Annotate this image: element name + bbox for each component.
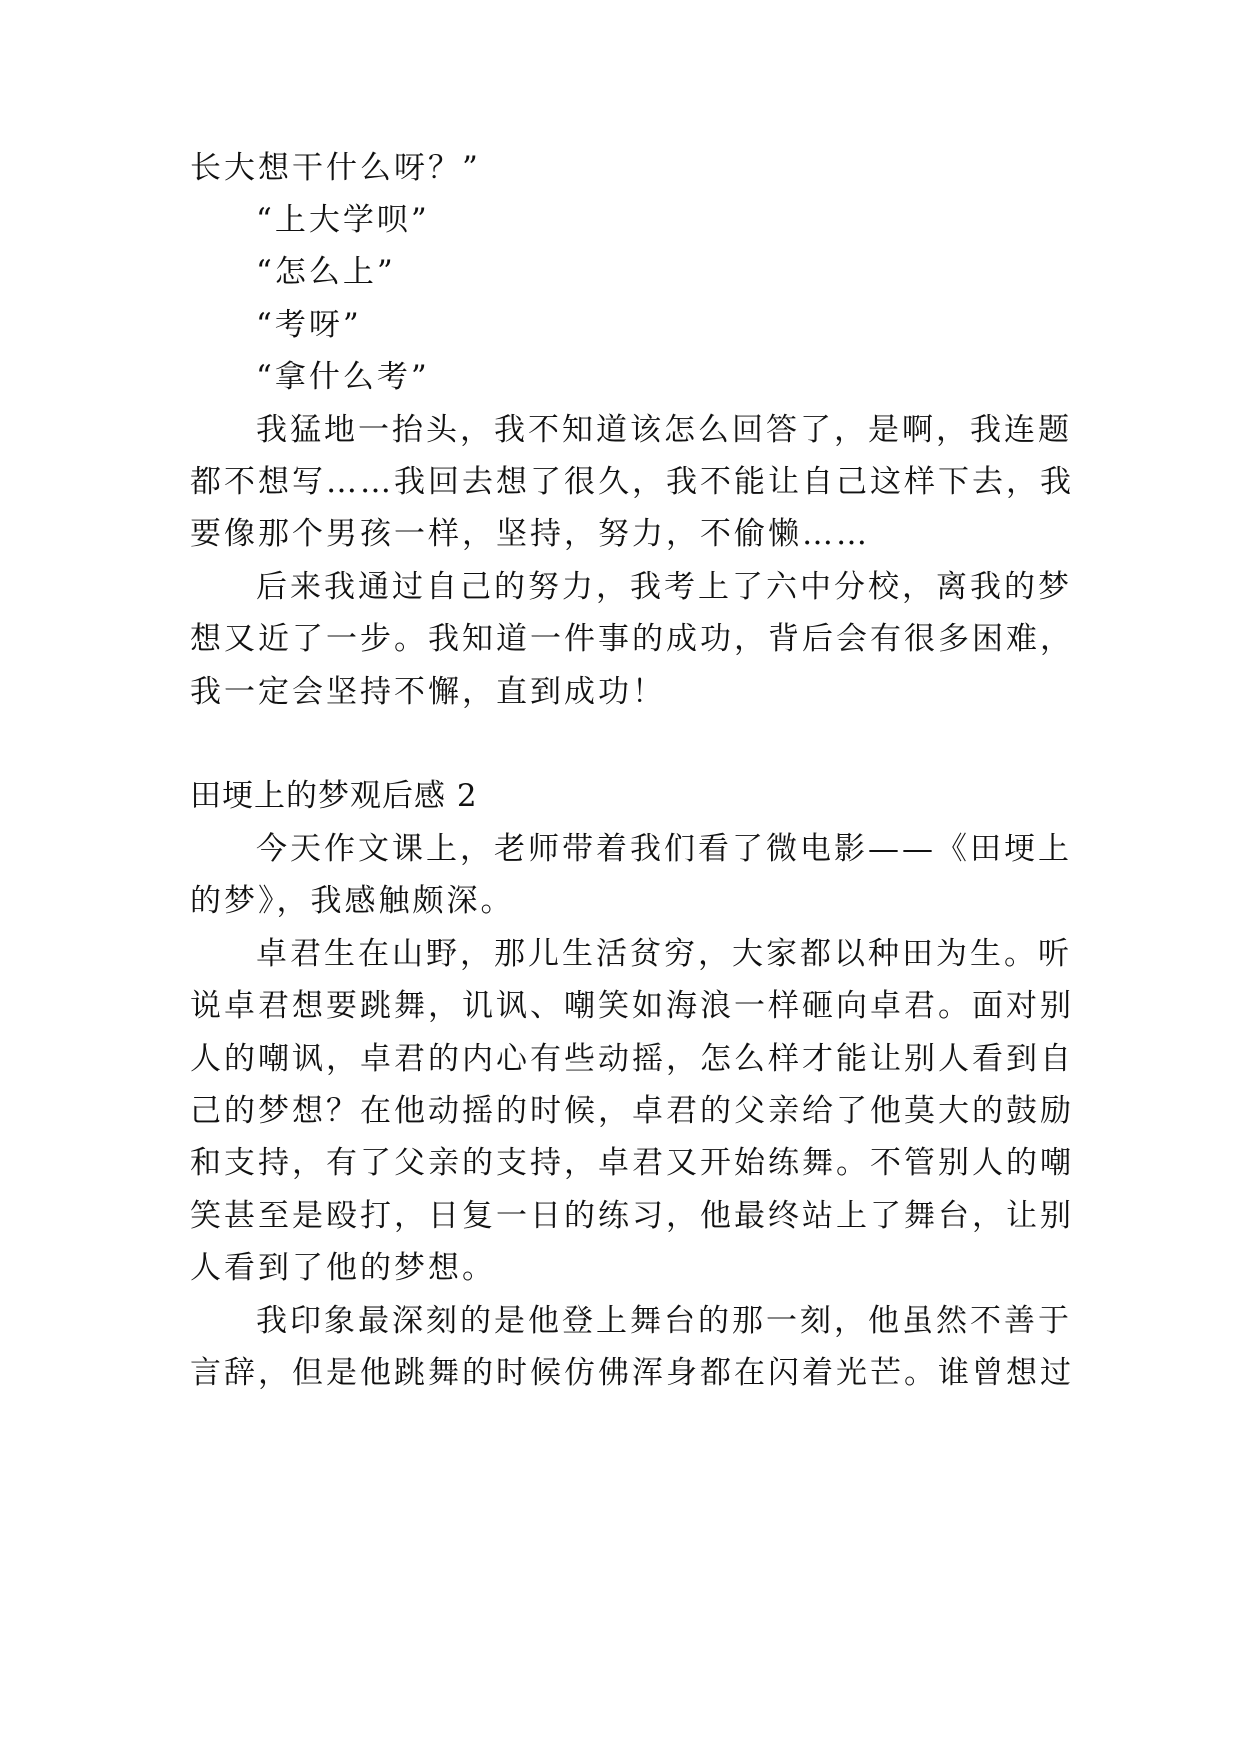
paragraph-line: 卓君生在山野，那儿生活贫穷，大家都以种田为生。听 <box>256 936 1072 972</box>
paragraph-line: 今天作文课上，老师带着我们看了微电影——《田埂上 <box>256 831 1072 867</box>
paragraph-line: 我猛地一抬头，我不知道该怎么回答了，是啊，我连题 <box>256 412 1072 448</box>
dialogue-line: “拿什么考” <box>256 359 430 395</box>
paragraph-line: 后来我通过自己的努力，我考上了六中分校，离我的梦 <box>256 569 1072 605</box>
paragraph-line: 人的嘲讽，卓君的内心有些动摇，怎么样才能让别人看到自 <box>190 1041 1074 1077</box>
dialogue-line: “上大学呗” <box>256 202 430 238</box>
paragraph-line: 言辞，但是他跳舞的时候仿佛浑身都在闪着光芒。谁曾想过 <box>190 1355 1074 1391</box>
paragraph-line: 人看到了他的梦想。 <box>190 1250 496 1286</box>
paragraph-line: 笑甚至是殴打，日复一日的练习，他最终站上了舞台，让别 <box>190 1198 1074 1234</box>
section-title: 田埂上的梦观后感 2 <box>190 778 478 814</box>
paragraph-line: 要像那个男孩一样，坚持，努力，不偷懒…… <box>190 516 870 552</box>
paragraph-line: 的梦》，我感触颇深。 <box>190 883 515 919</box>
dialogue-line: “怎么上” <box>256 254 396 290</box>
dialogue-line: “考呀” <box>256 307 362 343</box>
paragraph-line: 想又近了一步。我知道一件事的成功，背后会有很多困难， <box>190 621 1074 657</box>
paragraph-line: 己的梦想？在他动摇的时候，卓君的父亲给了他莫大的鼓励 <box>190 1093 1074 1129</box>
paragraph-line: 都不想写……我回去想了很久，我不能让自己这样下去，我 <box>190 464 1074 500</box>
paragraph-line: 我印象最深刻的是他登上舞台的那一刻，他虽然不善于 <box>256 1303 1072 1339</box>
paragraph-line: 我一定会坚持不懈，直到成功！ <box>190 674 666 710</box>
paragraph-line: 长大想干什么呀？” <box>190 150 481 186</box>
paragraph-line: 说卓君想要跳舞，讥讽、嘲笑如海浪一样砸向卓君。面对别 <box>190 988 1074 1024</box>
paragraph-line: 和支持，有了父亲的支持，卓君又开始练舞。不管别人的嘲 <box>190 1145 1074 1181</box>
